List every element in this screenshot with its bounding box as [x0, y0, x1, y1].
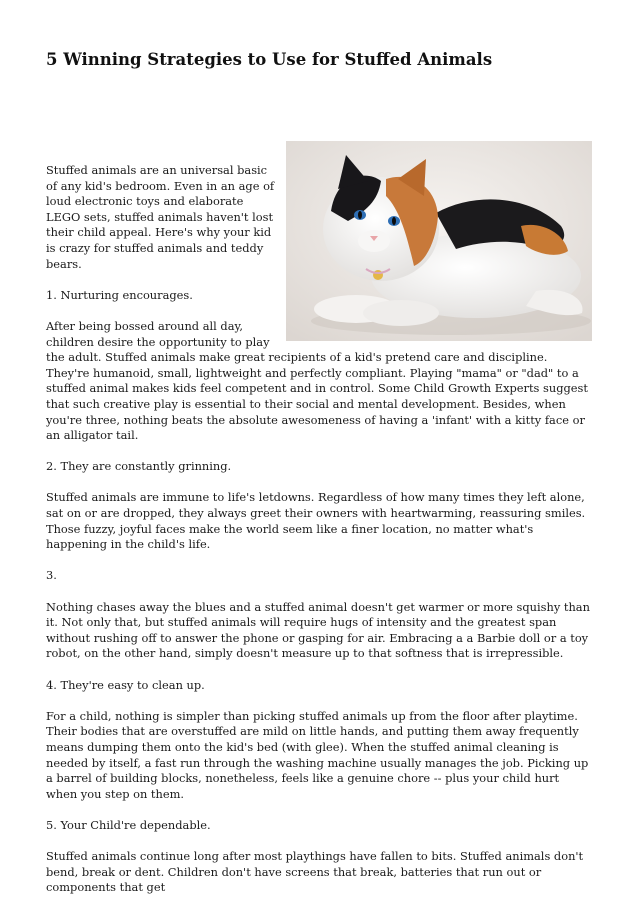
section-paragraph-1: After being bossed around all day, children desire the opportunity to play the adult. Stuffed animals make great recipients of a kid's pretend care and discipline. They're humanoid, small, lightweight and perfectly compliant. Playing "mama" or "dad" to a stuffed animal makes kids feel competent and in control. Some Child Growth Experts suggest that such creative play is essential to their social and mental development. Besides, when you're three, nothing beats the absolute awesomeness of having a 'infant' with a kitty face or an alligator tail.	[46, 318, 588, 443]
section-heading-4: 4. They're easy to clean up.	[46, 677, 205, 692]
section-heading-1: 1. Nurturing encourages.	[46, 287, 193, 302]
document-title: 5 Winning Strategies to Use for Stuffed Animals	[46, 50, 493, 69]
section-paragraph-3: Nothing chases away the blues and a stuffed animal doesn't get warmer or more squishy than it. Not only that, but stuffed animals will require hugs of intensity and the greatest span without rushing off to answer the phone or gasping for air. Embracing a a Barbie doll or a toy robot, on the other hand, simply doesn't measure up to that softness that is irrepressible.	[46, 599, 590, 661]
section-heading-2: 2. They are constantly grinning.	[46, 459, 232, 474]
stuffed-cat-illustration	[286, 141, 592, 341]
stuffed-cat-photo	[286, 141, 592, 341]
section-paragraph-2: Stuffed animals are immune to life's letdowns. Regardless of how many times they left alone, sat on or are dropped, they always greet their owners with heartwarming, reassuring smiles. Those fuzzy, joyful faces make the world seem like a finer location, no matter what's happening in the child's life.	[46, 490, 586, 552]
document-body	[46, 163, 592, 912]
section-heading-5: 5. Your Child're dependable.	[46, 817, 211, 832]
section-paragraph-4: For a child, nothing is simpler than picking stuffed animals up from the floor after playtime. Their bodies that are overstuffed are mild on little hands, and putting them away frequently means dumping them onto the kid's bed (with glee). When the stuffed animal cleaning is needed by itself, a fast run through the washing machine usually manages the job. Picking up a barrel of building blocks, nonetheless, feels like a genuine chore -- plus your child hurt when you step on them.	[46, 708, 589, 801]
section-paragraph-5: Stuffed animals continue long after most playthings have fallen to bits. Stuffed animals don't bend, break or dent. Children don't have screens that break, batteries that run out or components that get	[46, 849, 584, 895]
section-heading-3: 3.	[46, 568, 57, 583]
intro-paragraph: Stuffed animals are an universal basic of any kid's bedroom. Even in an age of loud electronic toys and elaborate LEGO sets, stuffed animals haven't lost their child appeal. Here's why your kid is crazy for stuffed animals and teddy bears.	[46, 163, 275, 271]
